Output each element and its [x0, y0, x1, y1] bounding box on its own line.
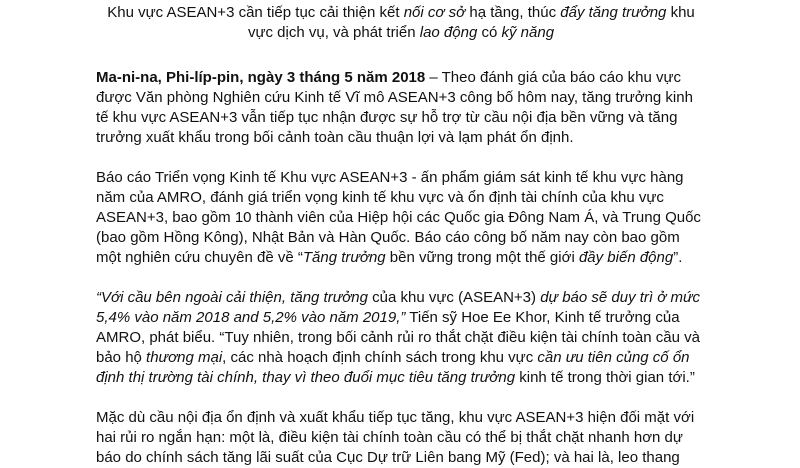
paragraph-3-quote — [96, 288, 706, 388]
headline-text-4: có — [477, 24, 502, 41]
paragraph-3-text-4: kinh tế trong thời gian tới.” — [515, 369, 695, 386]
document-headline — [96, 3, 706, 43]
paragraph-3-italic-3: dự báo sẽ duy trì ở mức 5,4% vào năm 2018 and 5,2% vào năm 2019,” — [96, 289, 700, 326]
paragraph-2-italic-2: đầy biến động — [578, 249, 674, 266]
document-page — [96, 0, 706, 468]
headline-text-3: khu vực dịch vụ, và phát triển — [247, 4, 695, 41]
paragraph-2-italic-1: Tăng trưởng — [302, 249, 386, 266]
paragraph-1 — [96, 68, 706, 148]
paragraph-3-italic-2: tăng trưởng — [290, 289, 368, 306]
headline-text-1: Khu vực ASEAN+3 cần tiếp tục cải thiện kết — [107, 4, 404, 21]
paragraph-3-italic-4: thương mại — [146, 349, 223, 366]
paragraph-1-body: – Theo đánh giá của báo cáo khu vực được Văn phòng Nghiên cứu Kinh tế Vĩ mô ASEAN+3 công bố hôm nay, tăng trưởng kinh tế khu vực ASEAN+3 vẫn tiếp tục nhận được sự hỗ trợ từ cầu nội địa bền vững và tăng trưởng xuất khẩu trong bối cảnh toàn cầu thuận lợi và lạm phát ổn định. — [96, 69, 693, 146]
paragraph-2-text-3: ”. — [673, 249, 683, 266]
paragraph-2-text-2: bền vững trong một thế giới — [385, 249, 579, 266]
paragraph-2 — [96, 168, 706, 268]
headline-italic-4: kỹ năng — [501, 24, 555, 41]
paragraph-3-text-1: của khu vực (ASEAN+3) — [367, 289, 541, 306]
paragraph-4-text-1: Mặc dù cầu nội địa ổn định và xuất khẩu tiếp tục tăng, khu vực ASEAN+3 hiện đối mặt với hai rủi ro ngắn hạn: một là, điều kiện tài chính toàn cầu có thể bị thắt chặt nhanh hơn dự báo do chính sách tăng lãi suất của Cục Dự trữ Liên bang Mỹ (Fed); và hai là, leo thang — [96, 409, 695, 466]
headline-italic-3: lao động — [419, 24, 478, 41]
paragraph-3-text-3: , các nhà hoạch định chính sách trong khu vực — [222, 349, 538, 366]
headline-italic-1: nối cơ sở — [403, 4, 466, 21]
paragraph-2-text-1: Báo cáo Triển vọng Kinh tế Khu vực ASEAN+3 - ấn phẩm giám sát kinh tế khu vực hàng năm của AMRO, đánh giá triển vọng kinh tế khu vực và ổn định tài chính của khu vực ASEAN+3, bao gồm 10 thành viên của Hiệp hội các Quốc gia Đông Nam Á, và Trung Quốc (bao gồm Hồng Kông), Nhật Bản và Hàn Quốc. Báo cáo công bố năm nay còn bao gồm một nghiên cứu chuyên đề về “ — [96, 169, 701, 266]
paragraph-3-italic-5: cần ưu tiên củng cố ổn định thị trường tài chính, thay vì theo đuổi mục tiêu tăng trưởng — [96, 349, 690, 386]
paragraph-3-italic-1: “Với cầu bên ngoài cải thiện, — [96, 289, 291, 306]
paragraph-3-text-2: Tiến sỹ Hoe Ee Khor, Kinh tế trưởng của AMRO, phát biểu. “Tuy nhiên, trong bối cảnh rủi ro thắt chặt điều kiện tài chính toàn cầu và bảo hộ — [96, 309, 700, 366]
dateline: Ma-ni-na, Phi-líp-pin, ngày 3 tháng 5 năm 2018 — [96, 69, 426, 86]
headline-italic-2: đẩy tăng trưởng — [560, 4, 667, 21]
paragraph-4 — [96, 408, 706, 468]
headline-text-2: hạ tầng, thúc — [465, 4, 561, 21]
